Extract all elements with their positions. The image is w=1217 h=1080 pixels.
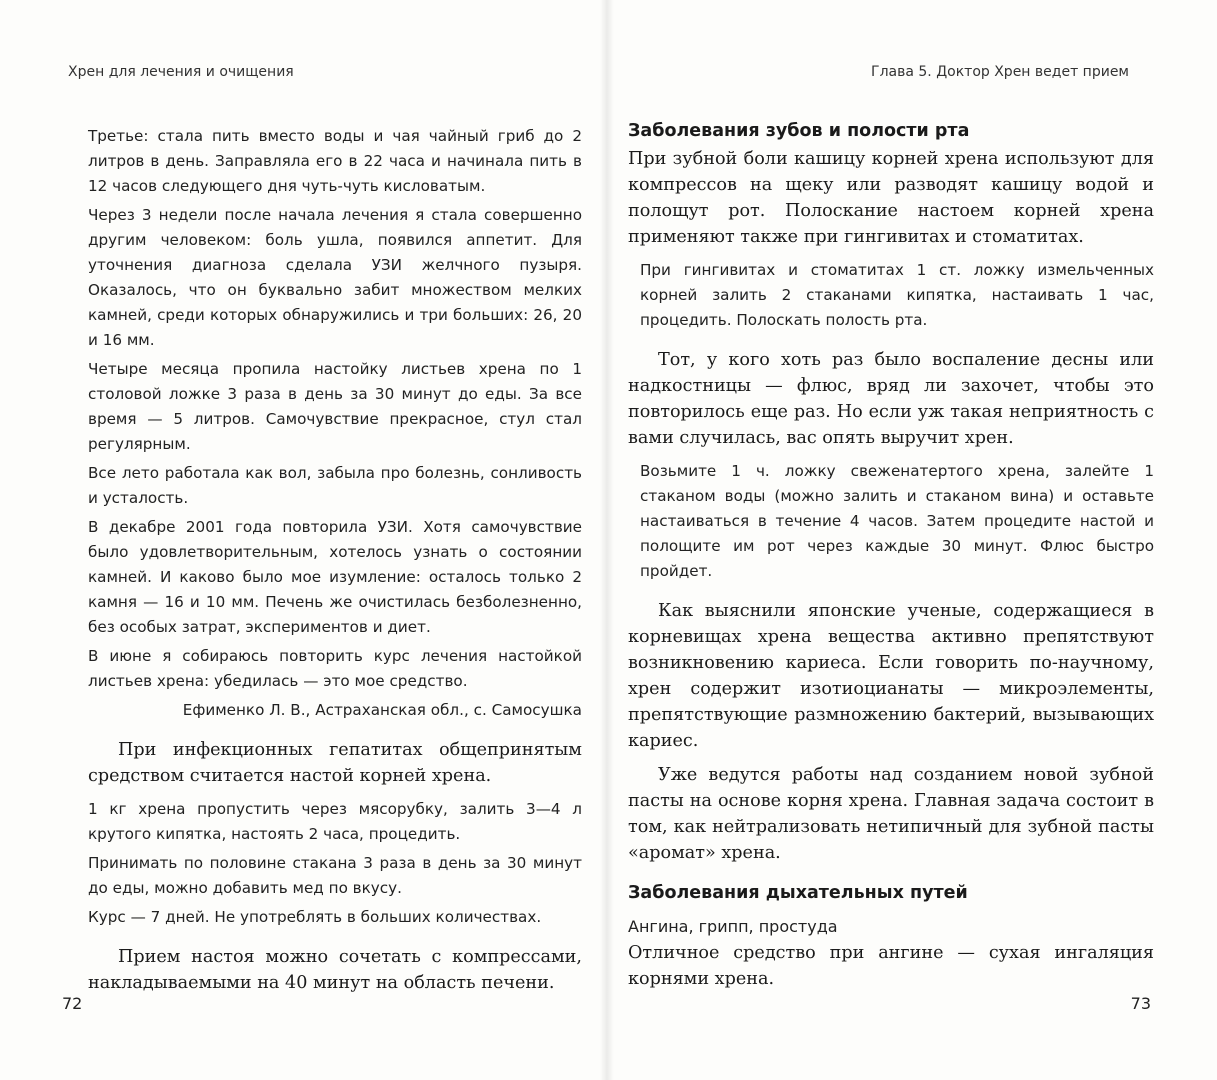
testimony-paragraph: Через 3 недели после начала лечения я стала совершенно другим человеком: боль ушла, появился аппетит. Для уточнения диагноза сделала УЗИ желчного пузыря. Оказалось, что он буквально забит множеством мелких камней, среди которых обнаружились и три больших: 26, 20 и 16 мм.	[88, 206, 582, 349]
page-number-left: 72	[62, 994, 83, 1013]
flux-intro: Тот, у кого хоть раз было воспаление десны или надкостницы — флюс, вряд ли захочет, чтобы это повторилось еще раз. Но если уж такая неприятность с вами случилась, вас опять выручит хрен.	[628, 350, 1154, 448]
right-text-column	[628, 118, 1154, 1000]
toothpaste-paragraph: Уже ведутся работы над созданием новой зубной пасты на основе корня хрена. Главная задача состоит в том, как нейтрализовать нетипичный для зубной пасты «аромат» хрена.	[628, 765, 1154, 863]
testimony-paragraph: Четыре месяца пропила настойку листьев хрена по 1 столовой ложке 3 раза в день за 30 минут до еды. За все время — 5 литров. Самочувствие прекрасное, стул стал регулярным.	[88, 360, 582, 453]
hepatitis-recipe-line: Принимать по половине стакана 3 раза в день за 30 минут до еды, можно добавить мед по вкусу.	[88, 854, 582, 897]
testimony-paragraph: В июне я собираюсь повторить курс лечения настойкой листьев хрена: убедилась — это мое средство.	[88, 647, 582, 690]
left-page	[0, 0, 606, 1080]
compress-note: Прием настоя можно сочетать с компрессами, накладываемыми на 40 минут на область печени.	[88, 947, 582, 993]
flux-recipe: Возьмите 1 ч. ложку свеженатертого хрена, залейте 1 стаканом воды (можно залить и стаканом вина) и оставьте настаиваться в течение 4 часов. Затем процедите настой и полощите им рот через каждые 30 минут. Флюс быстро пройдет.	[640, 462, 1154, 580]
running-head-left: Хрен для лечения и очищения	[68, 64, 294, 80]
section-heading-teeth: Заболевания зубов и полости рта	[628, 121, 970, 141]
hepatitis-recipe-line: Курс — 7 дней. Не употреблять в больших количествах.	[88, 908, 542, 926]
section-heading-respiratory: Заболевания дыхательных путей	[628, 883, 968, 903]
testimony-paragraph: Все лето работала как вол, забыла про болезнь, сонливость и усталость.	[88, 464, 582, 507]
testimony-signature: Ефименко Л. В., Астраханская обл., с. Самосушка	[182, 701, 582, 719]
testimony-paragraph: Третье: стала пить вместо воды и чая чайный гриб до 2 литров в день. Заправляла его в 22 часа и начинала пить в 12 часов следующего дня чуть-чуть кисловатым.	[88, 127, 582, 195]
right-page	[606, 0, 1217, 1080]
subheading-angina: Ангина, грипп, простуда	[628, 917, 838, 936]
hepatitis-recipe-line: 1 кг хрена пропустить через мясорубку, залить 3—4 л крутого кипятка, настоять 2 часа, процедить.	[88, 800, 582, 843]
gingivitis-recipe: При гингивитах и стоматитах 1 ст. ложку измельченных корней залить 2 стаканами кипятка, настаивать 1 час, процедить. Полоскать полость рта.	[640, 261, 1154, 329]
teeth-intro: При зубной боли кашицу корней хрена используют для компрессов на щеку или разводят кашицу водой и полощут рот. Полоскание настоем корней хрена применяют также при гингивитах и стоматитах.	[628, 149, 1154, 247]
page-number-right: 73	[1130, 994, 1151, 1013]
angina-paragraph: Отличное средство при ангине — сухая ингаляция корнями хрена.	[628, 943, 1154, 989]
testimony-paragraph: В декабре 2001 года повторила УЗИ. Хотя самочувствие было удовлетворительным, хотелось узнать о состоянии камней. И каково было мое изумление: осталось только 2 камня — 16 и 10 мм. Печень же очистилась безболезненно, без особых затрат, экспериментов и диет.	[88, 518, 582, 636]
caries-paragraph: Как выяснили японские ученые, содержащиеся в корневищах хрена вещества активно препятствуют возникновению кариеса. Если говорить по-научному, хрен содержит изотиоцианаты — микроэлементы, препятствующие размножению бактерий, вызывающих кариес.	[628, 601, 1154, 751]
hepatitis-intro: При инфекционных гепатитах общепринятым средством считается настой корней хрена.	[88, 740, 582, 786]
running-head-right: Глава 5. Доктор Хрен ведет прием	[871, 64, 1129, 80]
left-text-column	[88, 124, 582, 1004]
